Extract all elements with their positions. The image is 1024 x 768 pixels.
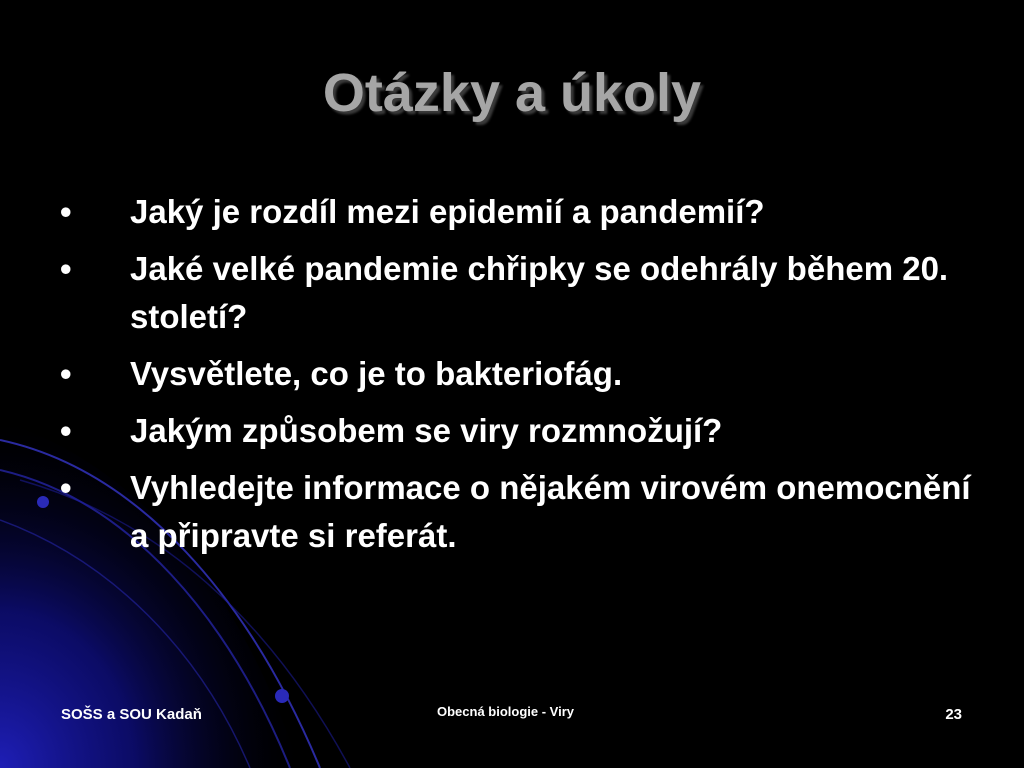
list-item	[60, 350, 980, 398]
page-number: 23	[945, 706, 962, 723]
bullet-icon: •	[60, 193, 72, 230]
list-item	[60, 245, 980, 341]
blue-dot	[275, 689, 289, 703]
bullet-icon: •	[60, 412, 72, 449]
bullet-icon: •	[60, 469, 72, 506]
list-item	[60, 464, 980, 560]
bullet-text: Jaké velké pandemie chřipky se odehrály během 20. století?	[130, 250, 949, 335]
list-item	[60, 407, 980, 455]
bullet-icon: •	[60, 355, 72, 392]
bullet-text: Vyhledejte informace o nějakém virovém onemocnění a připravte si referát.	[130, 469, 971, 554]
bullet-text: Vysvětlete, co je to bakteriofág.	[130, 355, 623, 392]
bullet-list	[60, 188, 980, 569]
bullet-icon: •	[60, 250, 72, 287]
slide-title: Otázky a úkoly	[322, 63, 702, 123]
list-item	[60, 188, 980, 236]
bullet-text: Jaký je rozdíl mezi epidemií a pandemií?	[130, 193, 765, 230]
bullet-text: Jakým způsobem se viry rozmnožují?	[130, 412, 723, 449]
footer-subject: Obecná biologie - Viry	[437, 704, 575, 719]
footer-school: SOŠS a SOU Kadaň	[61, 706, 202, 723]
blue-dot	[37, 496, 49, 508]
